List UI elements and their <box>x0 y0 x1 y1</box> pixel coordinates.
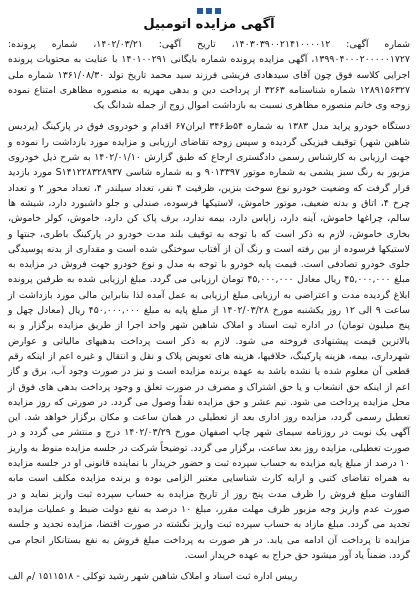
square-icon <box>215 8 221 14</box>
notice-header <box>8 8 410 33</box>
square-icon <box>206 8 212 14</box>
square-icon <box>197 8 203 14</box>
notice-signature: رییس اداره ثبت اسناد و املاک شاهین شهر رشید توکلی - ۱۵۱۱۵۱۸ /م الف <box>8 571 298 583</box>
notice-title: آگهی مزایده اتومبیل <box>143 17 275 32</box>
decorative-squares <box>8 8 410 14</box>
notice-body: دستگاه خودرو پراید مدل ۱۳۸۳ به شماره ۵۴ط۳۴۶ ایران۶۷ اقدام و خودروی فوق در پارکینگ (پردیس شاهین شهر) توقیف فیزیکی گردیده و سپس زوجه تقاضای ارزیابی و مزایده مورد بازداشت را نموده و جهت ارزیابی به کارشناس رسمی دادگستری ارجاع که طبق گزارش ۱۴۰۲/۰۱/۱۰ به شرح ذیل خودروی مزبور به رنگ سبز یشمی به شماره موتور ۹۰۱۳۳۹۷ و به شماره شاسی S۱۴۱۲۲۸۳۲۸۹۳۷ مورد بازدید قرار گرفت که وضعیت خودرو نوع سوخت بنزین، ظرفیت ۴ نفر، تعداد سیلندر ۴، تعداد محور ۲ و تعداد چرخ ۴، اتاق و بدنه ضعیف، موتور خاموش، لاستیکها فرسوده، صندلی و جلو داشبورد دارد، شیشه ها سالم، چراغها خاموش، آینه دارد، زاپاس دارد، بیمه ندارد، برف پاک کن دارد، خاموش، کولر خاموش، بخاری خاموش، لازم به ذکر است که با توجه به توقیف بلند مدت خودرو در پارکینگ باطری، جنتها و لاستیکها فرسوده از بین رفته است و رنگ آن از آفتاب سوختگی شده است و مقداری از بدنه پوسیدگی جلوی خودرو تصادفی است. قیمت پایه خودرو با توجه به مدل و نوع خودرو جهت فروش در مزایده به مبلغ ۴۵,۰۰۰,۰۰۰ ریال معادل ۴۵,۰۰۰,۰۰۰ تومان ارزیابی می گردد. مبلغ ارزیابی شده به طرفین پرونده ابلاغ گردیده مدت و اعتراضی به ارزیابی مبلغ ارزیابی به عمل آمده لذا بنابراین مالی مورد بازداشت از ساعت ۹ الی ۱۲ روز یکشنبه مورخ ۱۴۰۲/۰۳/۲۸ از مبلغ پایه به مبلغ ۴۵۰,۰۰۰,۰۰۰ ریال (معادل چهل و پنج میلیون تومان) در اداره ثبت اسناد و املاک شاهین شهر واحد اجرا از طریق مزایده برگزار و به بالاترین قیمت پیشنهادی فروخته می شود. لازم به ذکر است پرداخت بدهیهای مالیاتی و عوارض شهرداری، بیمه، هزینه پارکینگ، خلافیها، هزینه های تعویض پلاک و نقل و انتقال و غیره اعم از اینکه رقم قطعی آن معلوم شده یا نشده باشد به عهده برنده مزایده است و نیز در صورت وجود آب، برق و گاز اعم از اینکه حق انشعاب و یا حق اشتراک و مصرف در صورت تعلق و وجود پرداخت بدهی های فوق از محل مزایده پرداخت می شود. نیم عشر و حق مزایده نقداً وصول می گردد. در صورتی که روز مزایده تعطیل رسمی گردد، مزایده روز اداری بعد از تعطیلی در همان ساعت و مکان برگزار خواهد شد. این آگهی یک نوبت در روزنامه سیمای شهر چاپ اصفهان مورخ ۱۴۰۲/۰۳/۲۹ درج و منتشر می گردد و در صورت تعطیلی، مزایده روز بعد ساعت، برگزار می گردد. توضیحاً شرکت در جلسه مزایده منوط به واریز ۱۰ درصد از مبلغ پایه مزایده به حساب سپرده ثبت و حضور خریدار با نماینده قانونی او در جلسه مزایده به همراه تقاضای کتبی و ارایه کارت شناسایی معتبر الزامی بوده و برنده مزایده مکلف است مابه التفاوت مبلغ فروش را ظرف مدت پنج روز از تاریخ مزایده به حساب سپرده ثبت واریز نماید و در صورت عدم واریز وجه مزبور ظرف مهلت مقرر، مبلغ ۱۰ درصد به نفع دولت ضبط و عملیات مزایده تجدید می گردد. مبلغ مازاد به حساب سپرده ثبت واریز نگشته در صورت اقتضا، مزایده تجدید و جلسه مزایده تا پرداخت آن ادامه می یابد. در هر صورت به پرداخت مبلغ فروش به نفع بستانکار انجام می گردد. ضمناً یاد آور میشود حق حراج به عهده خریدار است. <box>8 121 411 561</box>
notice-intro: شماره آگهی: ۱۴۰۳۰۳۹۰۰۲۱۴۱۰۰۰۰۱۲، تاریخ آگهی: ۱۴۰۲/۰۳/۲۱، شماره پرونده: ۱۳۹۹۰۴۰۰۰۲۰۰۰۰۰۱۷۲۷، آگهی مزایده پرونده شماره بایگانی ۱۴۰۱۰۰۲۹۱ با عنایت به محتویات پرونده اجرایی کلاسه فوق چون آقای سیدهادی فریشی فرزند سید محمد تاریخ تولد ۱۳۶۱/۰۸/۳۰ شماره ملی ۱۲۸۹۱۵۶۳۲۷ شماره شناسنامه ۳۲۶۳ از پرداخت دین و بدهی مهریه به منصوره مظاهری امتناع نموده زوجه وی خانم منصوره مظاهری نسبت به بازداشت اموال زوج از جمله شدانگ یک <box>8 39 410 112</box>
